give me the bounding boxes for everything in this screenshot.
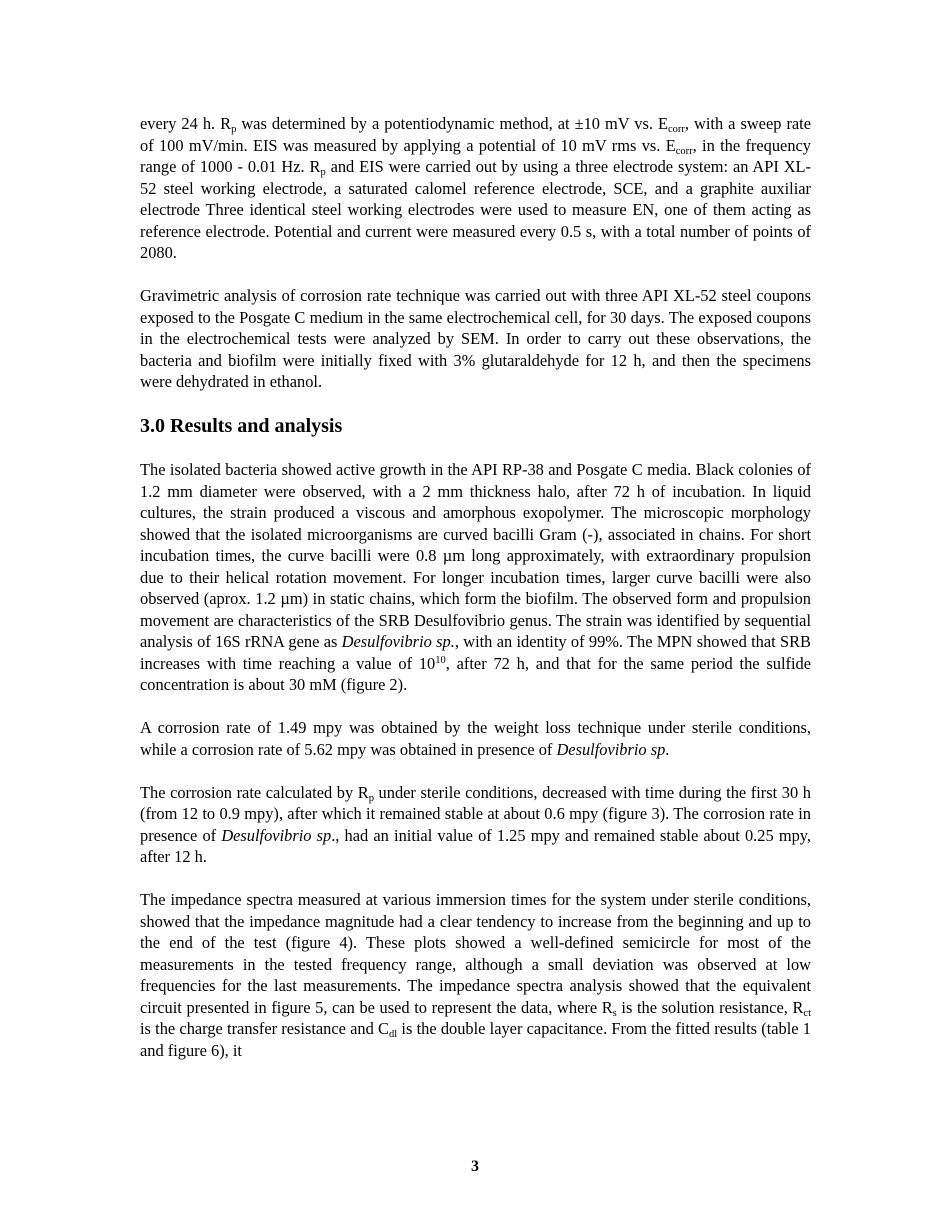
species-name: Desulfovibrio sp bbox=[221, 825, 332, 845]
text-run: is the solution resistance, R bbox=[616, 997, 804, 1017]
paragraph-gravimetric: Gravimetric analysis of corrosion rate technique was carried out with three API XL-52 steel coupons exposed to the Posgate C medium in the same electrochemical cell, for 30 days. The exposed coupons in the electrochemical tests were analyzed by SEM. In order to carry out these observations, the bacteria and biofilm were initially fixed with 3% glutaraldehyde for 12 h, and then the specimens were dehydrated in ethanol. bbox=[140, 286, 811, 391]
text-run: is the charge transfer resistance and C bbox=[140, 1019, 389, 1038]
subscript: s bbox=[612, 1007, 617, 1019]
page-number: 3 bbox=[471, 1158, 479, 1175]
subscript: dl bbox=[389, 1029, 398, 1040]
text-run: ., had an initial value of 1.25 mpy and remained stable about 0.25 mpy, after 12 h. bbox=[140, 825, 811, 866]
paragraph-bacteria bbox=[140, 459, 811, 696]
subscript: p bbox=[320, 167, 326, 178]
subscript: ct bbox=[803, 1007, 811, 1019]
text-run: and EIS were carried out by using a three electrode system: an API XL-52 steel working electrode, a saturated calomel reference electrode, SCE, and a graphite auxiliar electrode Three identical steel working electrodes were used to measure EN, one of them acting as reference electrode. Potential and current were measured every 0.5 s, with a total number of points of 2080. bbox=[140, 157, 811, 262]
paragraph-impedance bbox=[140, 889, 811, 1061]
text-run: A corrosion rate of 1.49 mpy was obtained by the weight loss technique under sterile conditions, while a corrosion rate of 5.62 mpy was obtained in presence of bbox=[140, 718, 811, 759]
paragraph-weight-loss bbox=[140, 717, 811, 760]
species-name: Desulfovibrio sp. bbox=[341, 632, 455, 651]
superscript: 10 bbox=[435, 654, 446, 666]
text-run: , with a sweep rate of 100 mV/min. EIS was measured by applying a potential of 10 mV rms vs. E bbox=[140, 114, 812, 155]
text-run: The isolated bacteria showed active growth in the API RP-38 and Posgate C media. Black colonies of 1.2 mm diameter were observed, with a 2 mm thickness halo, after 72 h of incubation. In liquid cultures, the strain produced a viscous and amorphous exopolymer. The microscopic morphology showed that the isolated microorganisms are curved bacilli Gram (-), associated in chains. For short incubation times, the curve bacilli were 0.8 µm long approximately, with extraordinary propulsion due to their helical rotation movement. For longer incubation times, larger curve bacilli were also observed (aprox. 1.2 µm) in static chains, which form the biofilm. The observed form and propulsion movement are characteristics of the SRB Desulfovibrio genus. The strain was identified by sequential analysis of 16S rRNA gene as bbox=[140, 460, 811, 651]
page-body bbox=[140, 113, 811, 1083]
subscript: corr bbox=[668, 124, 685, 135]
text-run: was determined by a potentiodynamic method, at ±10 mV vs. E bbox=[236, 114, 668, 133]
text-run: , after 72 h, and that for the same period the sulfide concentration is about 30 mM (figure 2). bbox=[140, 653, 811, 694]
species-name: Desulfovibrio sp bbox=[556, 739, 666, 759]
text-run: under sterile conditions, decreased with time during the first 30 h (from 12 to 0.9 mpy), after which it remained stable at about 0.6 mpy (figure 3). The corrosion rate in presence of bbox=[140, 782, 811, 845]
paragraph-corrosion-rate bbox=[140, 782, 811, 868]
text-run: , with an identity of 99%. The MPN showed that SRB increases with time reaching a value of 10 bbox=[140, 632, 811, 673]
subscript: p bbox=[368, 792, 374, 804]
paragraph-methods-rp-eis bbox=[140, 113, 811, 264]
text-run: The corrosion rate calculated by R bbox=[140, 782, 369, 802]
text-run: every 24 h. R bbox=[140, 114, 232, 133]
section-heading: 3.0 Results and analysis bbox=[140, 415, 343, 437]
subscript: corr bbox=[675, 145, 693, 157]
text-run: The impedance spectra measured at various immersion times for the system under sterile conditions, showed that the impedance magnitude had a clear tendency to increase from the beginning and up to the end of the test (figure 4). These plots showed a well-defined semicircle for most of the measurements in the tested frequency range, although a small deviation was observed at low frequencies for the last measurements. The impedance spectra analysis showed that the equivalent circuit presented in figure 5, can be used to represent the data, where R bbox=[140, 890, 811, 1017]
text-run: , in the frequency range of 1000 - 0.01 Hz. R bbox=[140, 135, 811, 176]
subscript: p bbox=[231, 124, 237, 135]
text-run: is the double layer capacitance. From the fitted results (table 1 and figure 6), it bbox=[140, 1019, 811, 1060]
text-run: . bbox=[665, 739, 670, 759]
